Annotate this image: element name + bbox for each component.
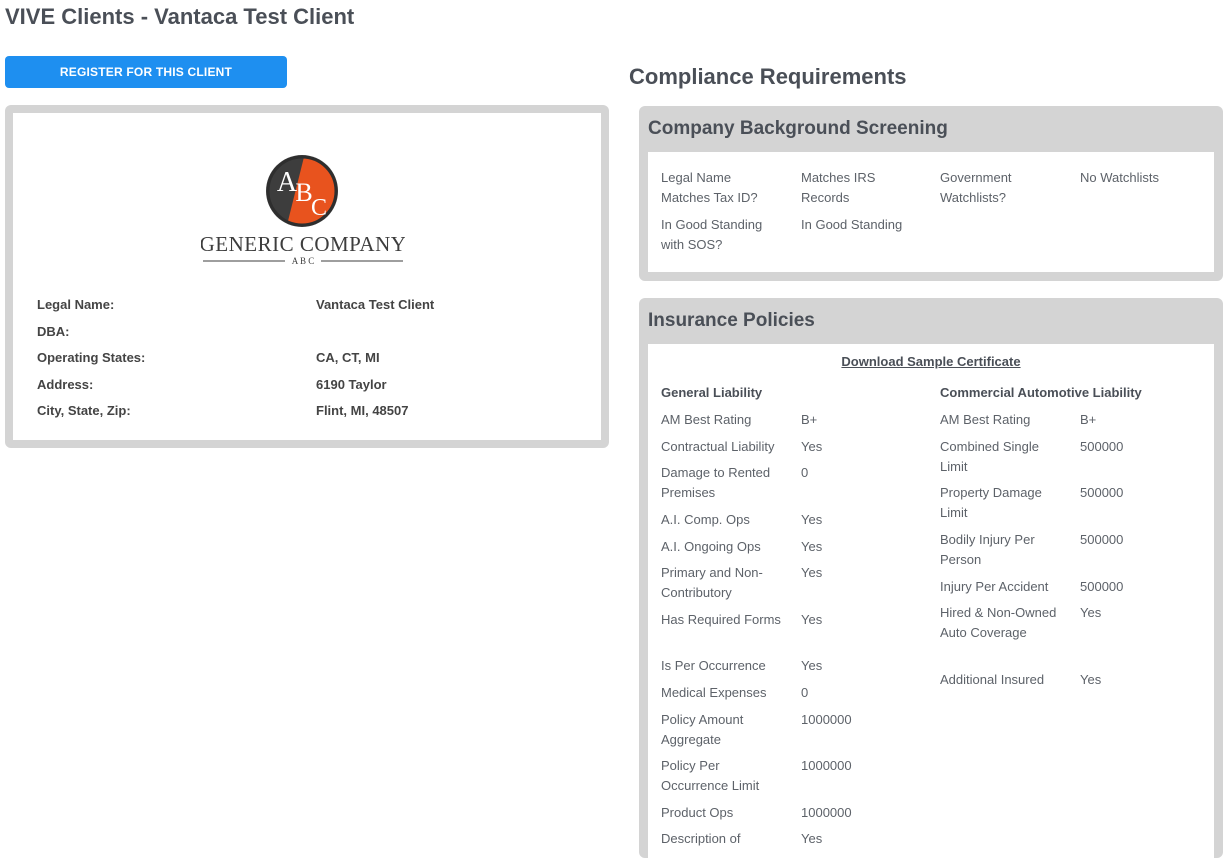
logo-letter-a: A [276,167,298,198]
client-card [5,105,609,448]
auto-liability-row-value: 500000 [1080,532,1124,547]
general-liability-row-value: Yes [801,539,823,554]
general-liability-row-label: Has Required Forms [661,612,781,627]
address-value: 6190 Taylor [316,377,387,392]
auto-liability-row-value: Yes [1080,605,1102,620]
auto-liability-row-value: 500000 [1080,439,1124,454]
good-standing-label: In Good Standing with SOS? [661,217,763,252]
legal-name-label: Legal Name: [37,297,115,312]
general-liability-row-label: A.I. Comp. Ops [661,512,750,527]
legal-name-matches-value: Matches IRS Records [801,170,876,205]
general-liability-row-value: 0 [801,465,809,480]
auto-liability-row-label: Combined Single Limit [940,439,1040,474]
register-for-client-button[interactable]: REGISTER FOR THIS CLIENT [5,56,287,88]
general-liability-row-label: Policy Per Occurrence Limit [661,758,760,793]
operating-states-label: Operating States: [37,350,146,365]
insurance-policies-panel [639,298,1223,858]
general-liability-row-value: 1000000 [801,712,852,727]
logo-letter-b: B [295,178,313,207]
insurance-policies-title: Insurance Policies [648,310,815,331]
general-liability-row-label: Policy Amount Aggregate [661,712,744,747]
compliance-title: Compliance Requirements [629,64,907,89]
insurance-policies-body [648,344,1214,864]
general-liability-row-label: Medical Expenses [661,685,767,700]
general-liability-row-value: Yes [801,512,823,527]
general-liability-row-value: 1000000 [801,758,852,773]
address-label: Address: [37,377,94,392]
general-liability-row-value: Yes [801,831,823,846]
general-liability-row-label: Is Per Occurrence [661,658,766,673]
auto-liability-row-label: AM Best Rating [940,412,1031,427]
government-watchlists-label: Government Watchlists? [940,170,1012,205]
government-watchlists-value: No Watchlists [1080,170,1159,185]
auto-liability-row-label: Hired & Non-Owned Auto Coverage [940,605,1057,640]
general-liability-row-value: 1000000 [801,805,852,820]
auto-liability-heading: Commercial Automotive Liability [940,385,1142,400]
good-standing-value: In Good Standing [801,217,903,232]
background-screening-body [648,152,1214,272]
background-screening-title: Company Background Screening [648,118,948,139]
legal-name-matches-label: Legal Name Matches Tax ID? [661,170,758,205]
logo-letter-c: C [310,195,328,221]
general-liability-row-label: A.I. Ongoing Ops [661,539,761,554]
city-state-zip-value: Flint, MI, 48507 [316,403,409,418]
company-logo-graphic [201,153,405,271]
auto-liability-row-value: 500000 [1080,579,1124,594]
general-liability-row-value: Yes [801,658,823,673]
client-card-inner [13,113,601,440]
general-liability-row-value: Yes [801,612,823,627]
auto-liability-row-label: Additional Insured [940,672,1045,687]
general-liability-heading: General Liability [661,385,763,400]
dba-label: DBA: [37,324,70,339]
legal-name-value: Vantaca Test Client [316,297,435,312]
auto-liability-row-value: B+ [1080,412,1097,427]
logo-company-name: GENERIC COMPANY [201,232,405,256]
general-liability-row-label: Damage to Rented Premises [661,465,771,500]
download-sample-certificate-link[interactable]: Download Sample Certificate [841,354,1021,369]
general-liability-row-label: Description of [661,831,741,846]
logo-company-sub: A B C [291,256,315,266]
auto-liability-row-label: Property Damage Limit [940,485,1042,520]
city-state-zip-label: City, State, Zip: [37,403,131,418]
auto-liability-row-value: 500000 [1080,485,1124,500]
auto-liability-row-label: Bodily Injury Per Person [940,532,1035,567]
auto-liability-row-value: Yes [1080,672,1102,687]
company-logo [201,153,405,271]
general-liability-row-value: 0 [801,685,809,700]
general-liability-row-value: Yes [801,439,823,454]
general-liability-row-value: Yes [801,565,823,580]
auto-liability-row-label: Injury Per Accident [940,579,1049,594]
general-liability-row-label: Product Ops [661,805,734,820]
general-liability-row-label: Primary and Non-Contributory [661,565,763,600]
page-title: VIVE Clients - Vantaca Test Client [5,4,355,29]
operating-states-value: CA, CT, MI [316,350,380,365]
background-screening-panel [639,106,1223,281]
general-liability-row-value: B+ [801,412,818,427]
general-liability-row-label: AM Best Rating [661,412,752,427]
general-liability-row-label: Contractual Liability [661,439,775,454]
